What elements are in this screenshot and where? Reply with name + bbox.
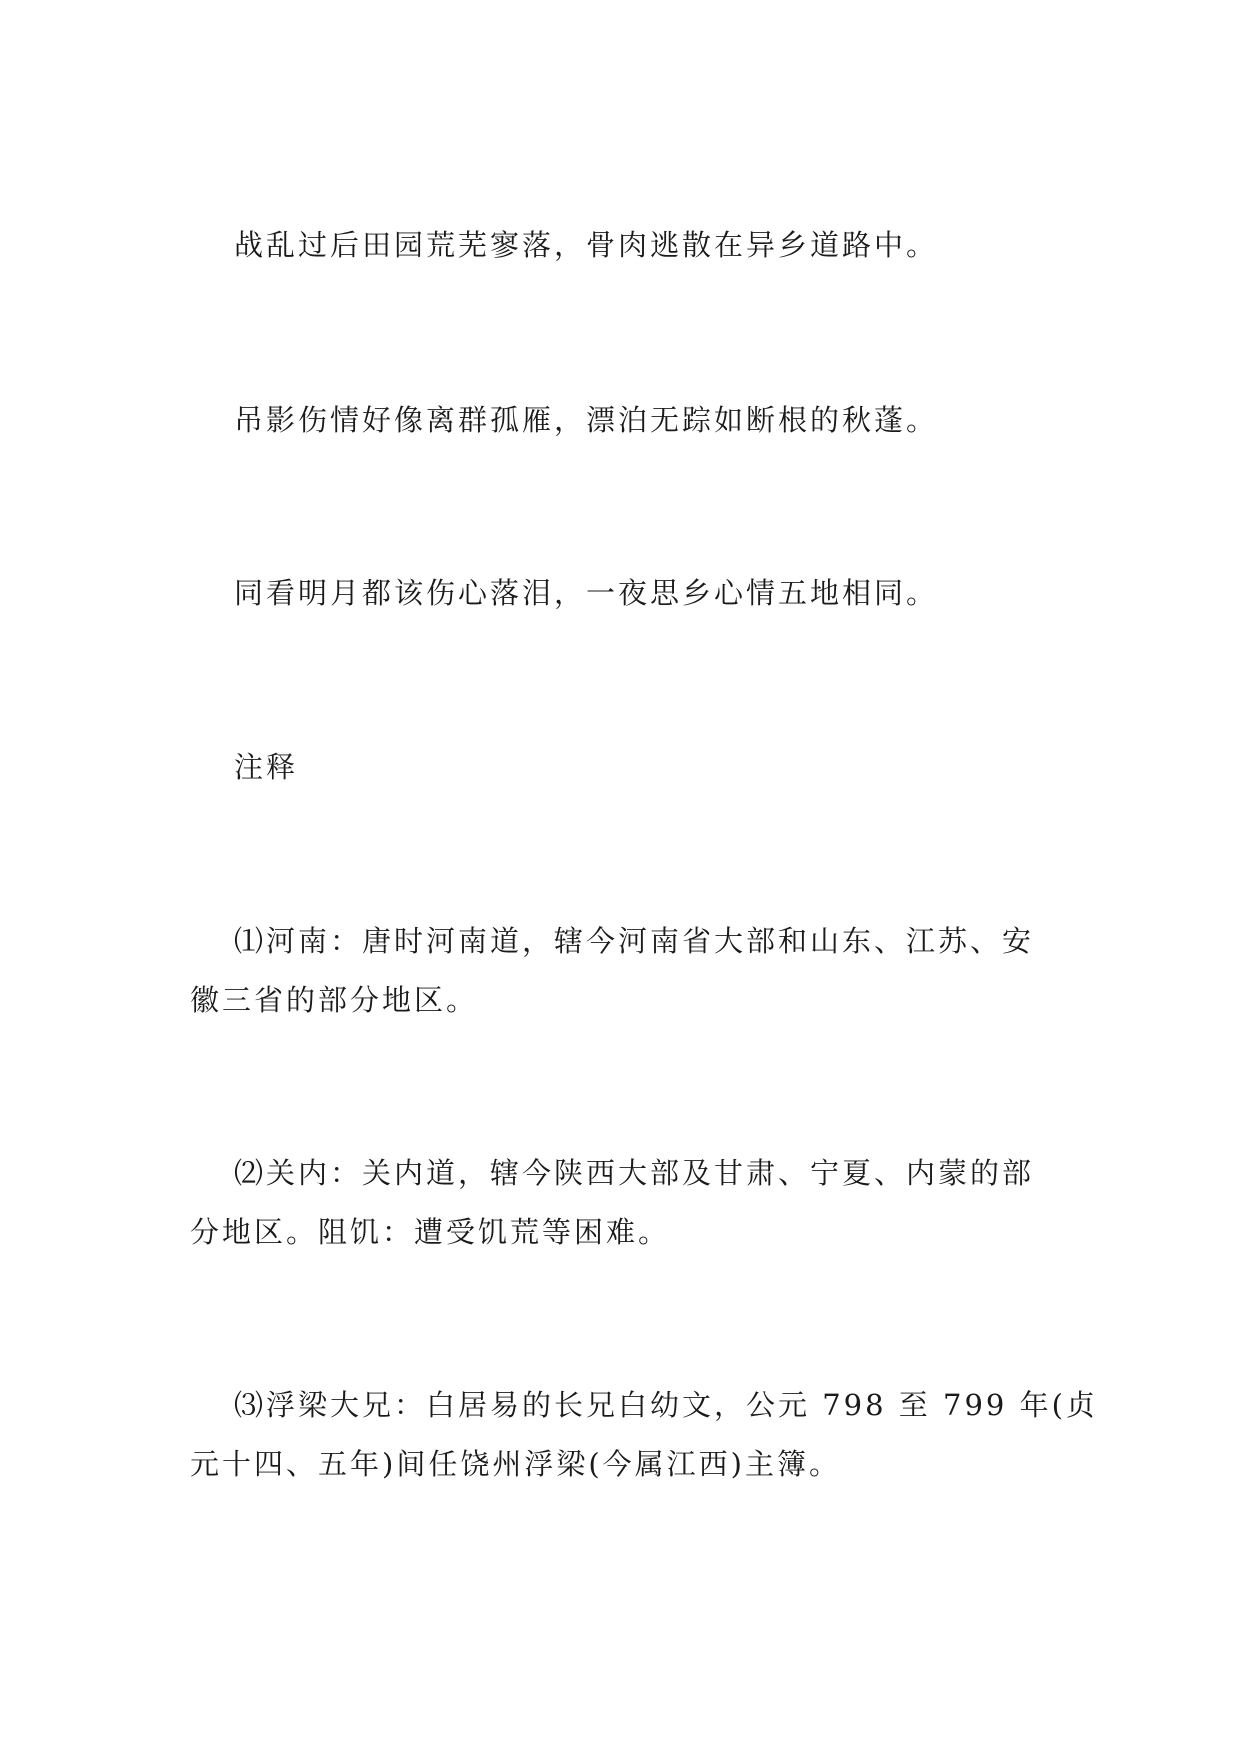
note-1-line-2: 徽三省的部分地区。	[190, 983, 479, 1017]
translation-line-2: 吊影伤情好像离群孤雁，漂泊无踪如断根的秋蓬。	[234, 403, 939, 437]
translation-line-1: 战乱过后田园荒芜寥落，骨肉逃散在异乡道路中。	[234, 228, 939, 262]
note-1-line-1: ⑴河南：唐时河南道，辖今河南省大部和山东、江苏、安	[234, 924, 1035, 958]
note-2-line-1: ⑵关内：关内道，辖今陕西大部及甘肃、宁夏、内蒙的部	[234, 1156, 1035, 1190]
note-2-line-2: 分地区。阻饥：遭受饥荒等困难。	[190, 1215, 671, 1249]
note-3-line-2: 元十四、五年)间任饶州浮梁(今属江西)主簿。	[190, 1447, 841, 1481]
notes-heading: 注释	[234, 750, 299, 784]
translation-line-3: 同看明月都该伤心落泪，一夜思乡心情五地相同。	[234, 576, 939, 610]
note-3-line-1: ⑶浮梁大兄：白居易的长兄白幼文，公元 798 至 799 年(贞	[234, 1388, 1098, 1422]
